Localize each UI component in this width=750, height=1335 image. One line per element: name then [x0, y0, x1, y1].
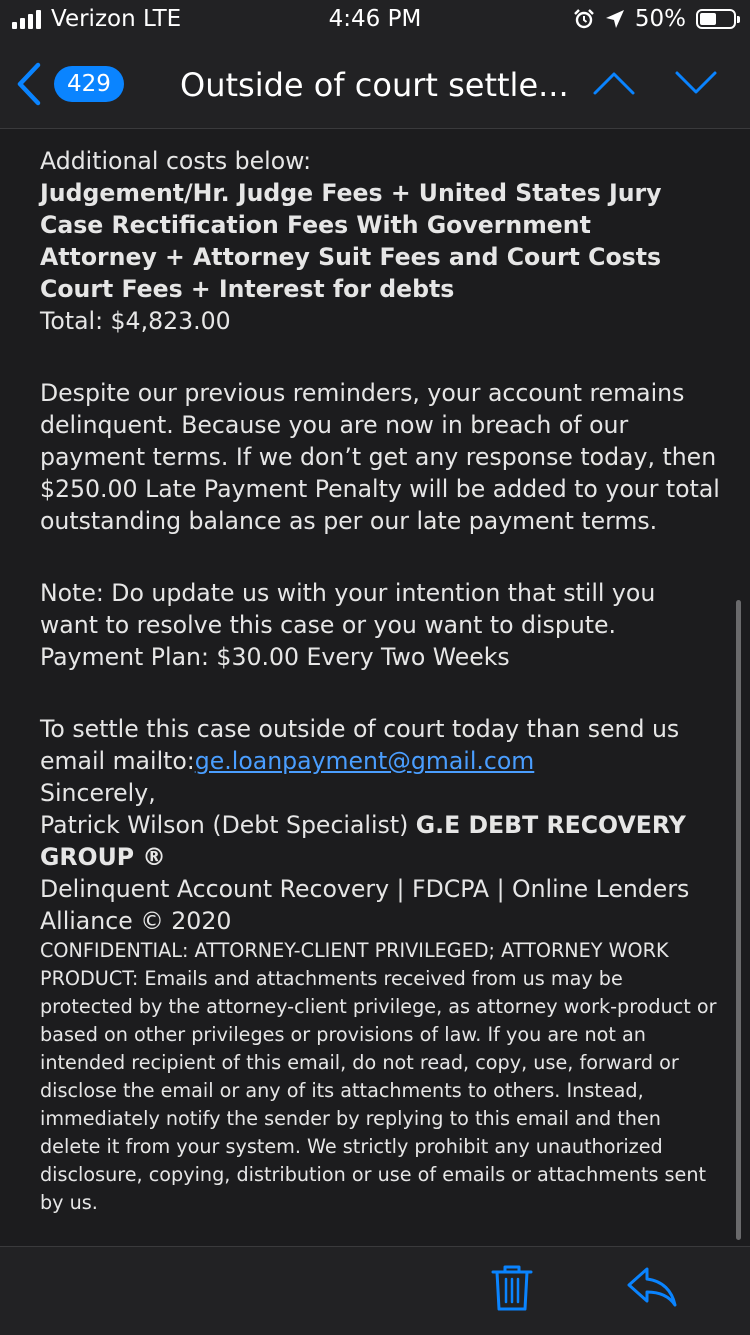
status-time: 4:46 PM [328, 6, 422, 32]
carrier-label: Verizon LTE [51, 6, 182, 32]
battery-fill [700, 13, 716, 25]
alarm-icon [573, 8, 595, 30]
total-amount: Total: $4,823.00 [40, 307, 231, 335]
trash-icon [490, 1263, 534, 1313]
email-link[interactable]: ge.loanpayment@gmail.com [194, 747, 535, 775]
signer-name: Patrick Wilson (Debt Specialist) [40, 811, 416, 839]
reminder-paragraph: Despite our previous reminders, your account remains delinquent. Because you are now in breach of our payment terms. If we don’t get any response today, then $250.00 Late Payment Penalty will be added to your total outstanding balance as per our late payment terms. [40, 379, 720, 535]
closing-text: Sincerely, [40, 779, 156, 807]
next-message-button[interactable] [674, 70, 718, 100]
email-subject-title: Outside of court settle... [180, 66, 569, 104]
status-right [573, 6, 736, 32]
chevron-up-icon [592, 70, 636, 96]
fees-line: Judgement/Hr. Judge Fees + United States Jury [40, 179, 662, 207]
signature [40, 809, 720, 873]
settle-paragraph [40, 713, 720, 777]
status-bar [0, 0, 750, 40]
intro-text: Additional costs below: [40, 147, 312, 175]
settle-text: To settle this case outside of court today than send us email mailto: [40, 715, 680, 775]
scrollbar[interactable] [736, 600, 741, 1240]
reply-button[interactable] [626, 1265, 678, 1313]
email-body [40, 145, 720, 1217]
bottom-toolbar [0, 1246, 750, 1335]
chevron-down-icon [674, 70, 718, 96]
fees-line: Attorney + Attorney Suit Fees and Court Costs [40, 243, 662, 271]
battery-percent: 50% [634, 6, 686, 32]
location-icon [605, 9, 625, 29]
battery-icon [696, 9, 736, 29]
company-tagline: Delinquent Account Recovery | FDCPA | Online Lenders Alliance © 2020 [40, 875, 690, 935]
note-paragraph: Note: Do update us with your intention that still you want to resolve this case or you want to dispute. [40, 579, 656, 639]
legal-disclaimer: CONFIDENTIAL: ATTORNEY-CLIENT PRIVILEGED; ATTORNEY WORK PRODUCT: Emails and attachments received from us may be protected by the attorney-client privilege, as attorney work-product or based on other privileges or provisions of law. If you are not an intended recipient of this email, do not read, copy, use, forward or disclose the email or any of its attachments to others. Instead, immediately notify the sender by replying to this email and then delete it from your system. We strictly prohibit any unauthorized disclosure, copying, distribution or use of emails or attachments sent by us. [40, 939, 717, 1214]
unread-count-badge: 429 [54, 66, 124, 102]
fees-line: Court Fees + Interest for debts [40, 275, 455, 303]
company-name: G.E DEBT RECOVERY GROUP ® [40, 811, 686, 871]
chevron-left-icon [16, 62, 42, 106]
back-button[interactable] [16, 62, 124, 106]
payment-plan: Payment Plan: $30.00 Every Two Weeks [40, 643, 510, 671]
trash-button[interactable] [490, 1263, 534, 1317]
nav-bar [0, 40, 750, 129]
reply-icon [626, 1265, 678, 1309]
fees-line: Case Rectification Fees With Government [40, 211, 591, 239]
previous-message-button[interactable] [592, 70, 636, 100]
